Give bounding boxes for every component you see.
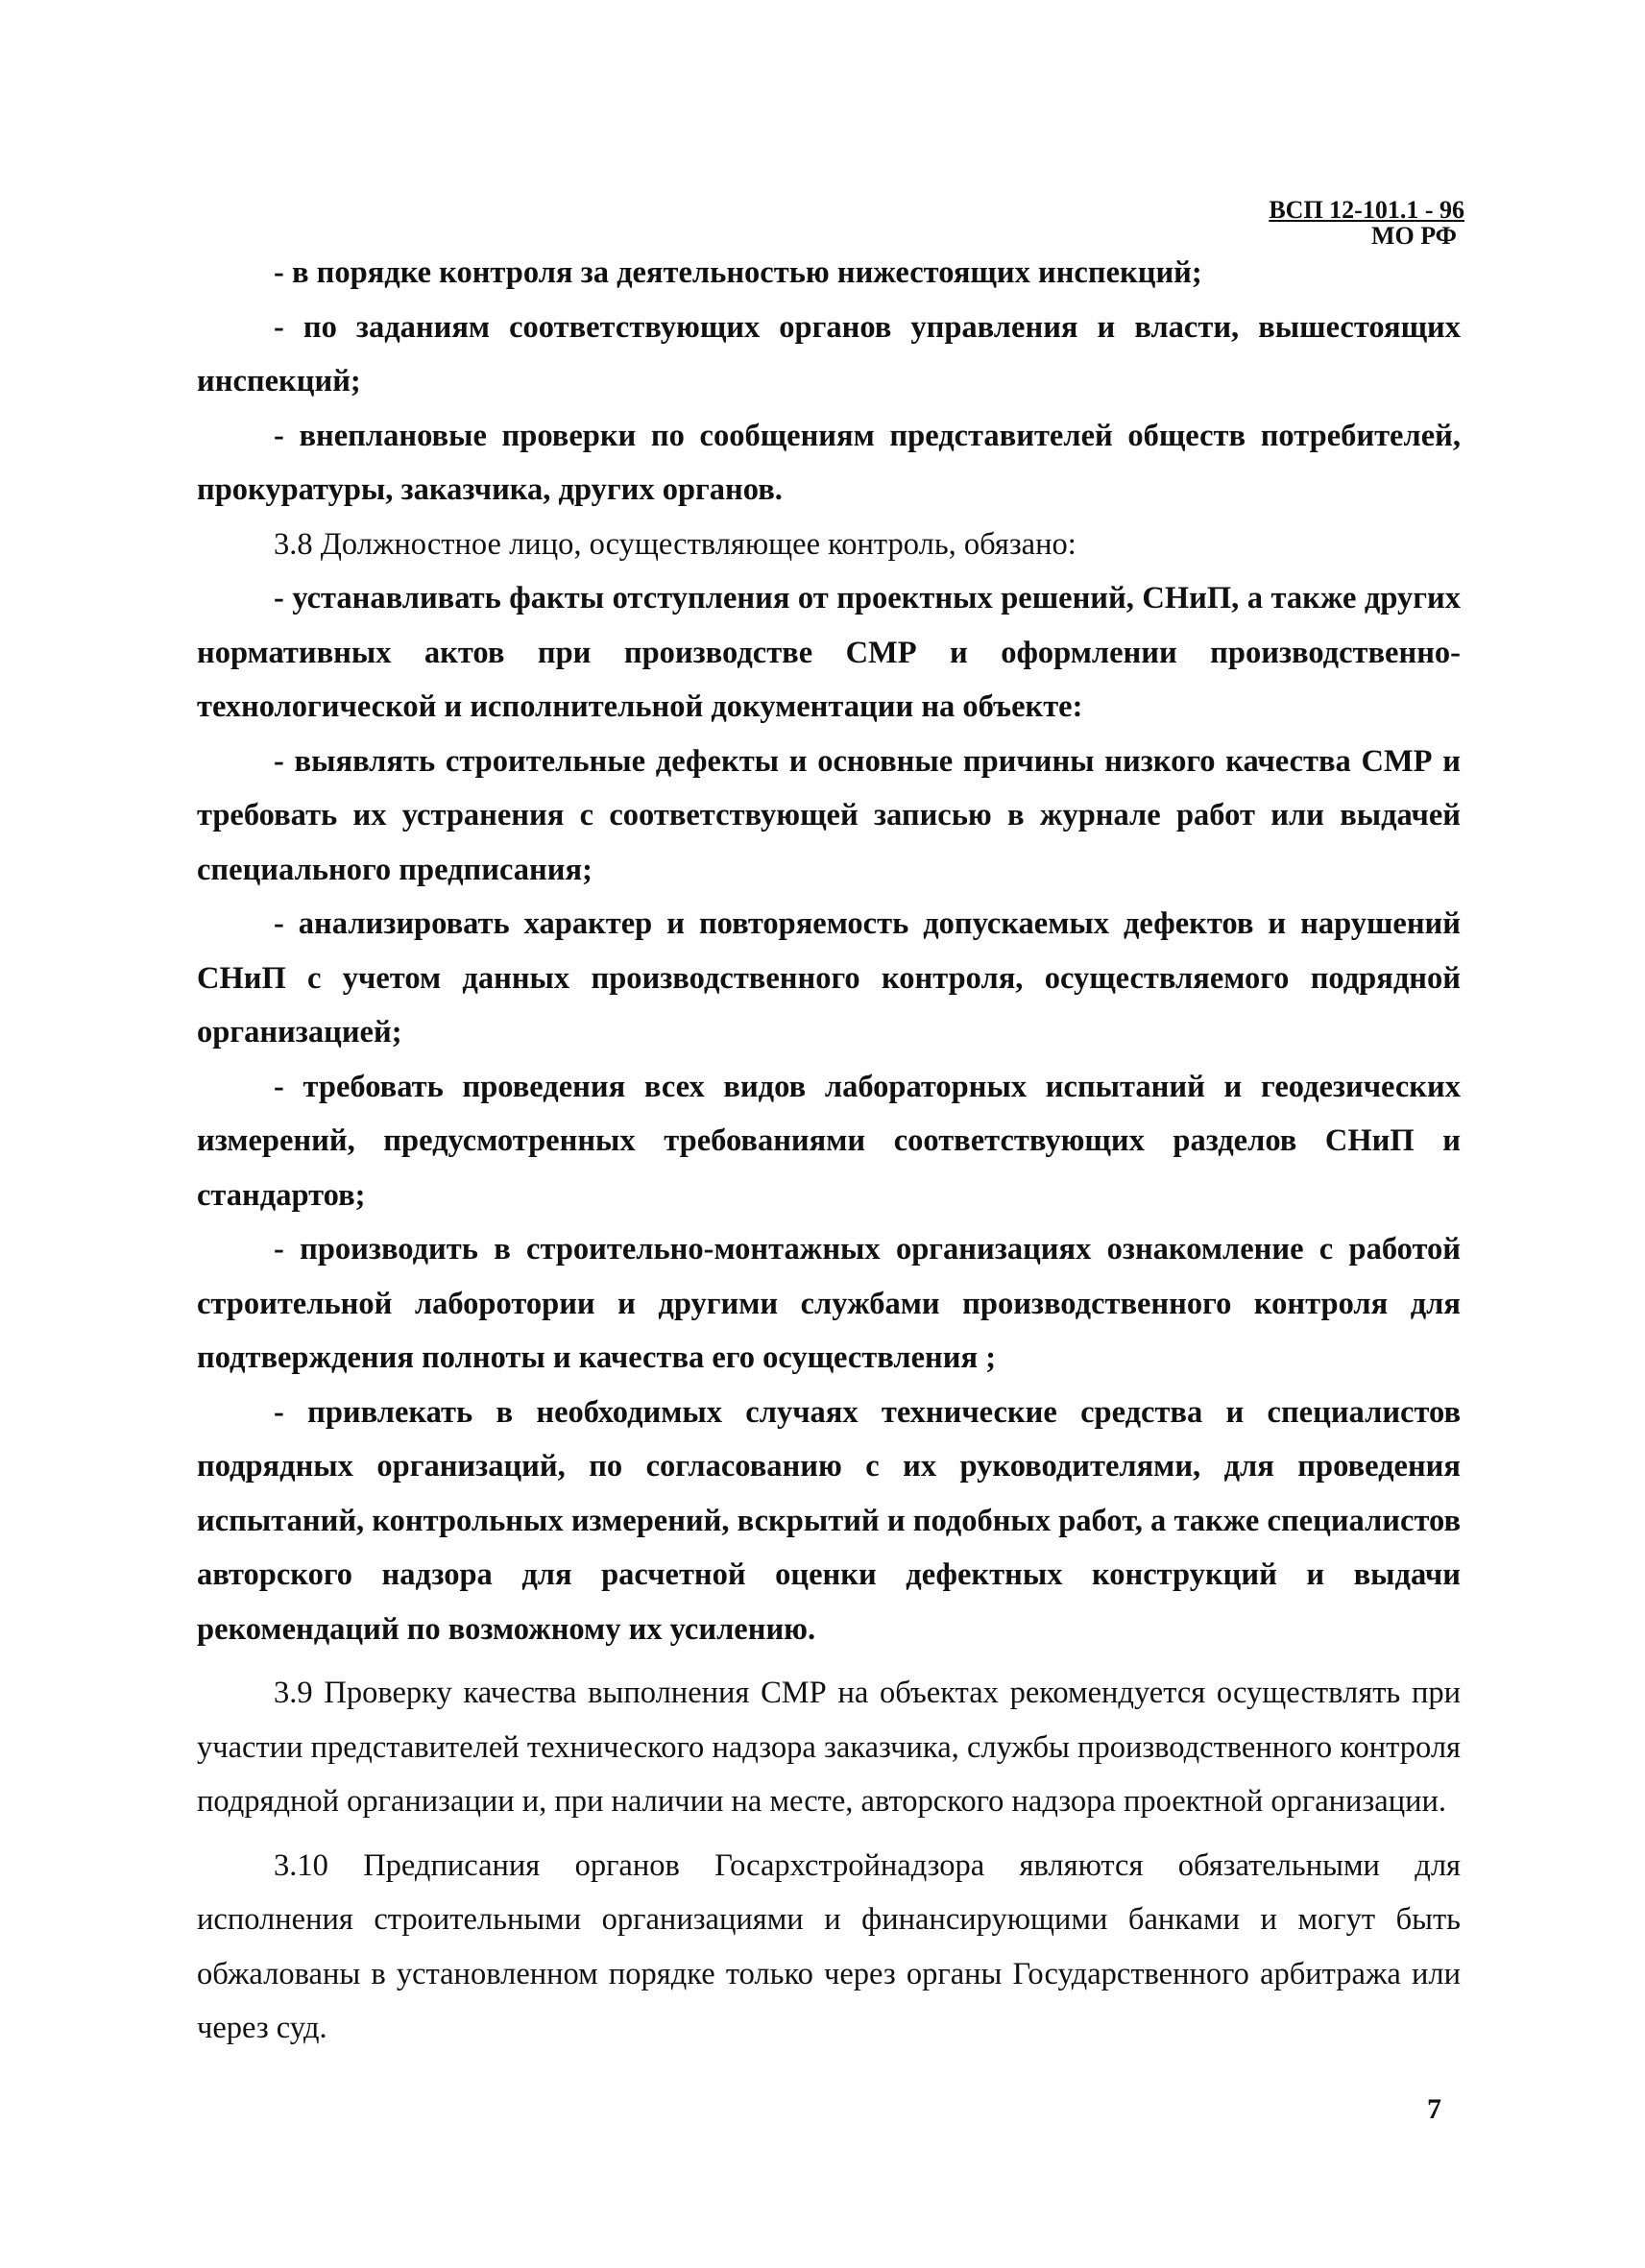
page-number: 7 — [1427, 2093, 1441, 2125]
paragraph-familiarization: - производить в строительно-монтажных организациях ознакомление с работой строительной лаборотории и другими службами производственного контроля для подтверждения полноты и качества его осуществления ; — [197, 1232, 1461, 1375]
paragraph-3-9: 3.9 Проверку качества выполнения СМР на объектах рекомендуется осуществлять при участии представителей технического надзора заказчика, службы производственного контроля подрядной организации и, при наличии на месте, авторского надзора проектной организации. — [197, 1676, 1461, 1819]
paragraph-identify-defects: - выявлять строительные дефекты и основные причины низкого качества СМР и требовать их устранения с соответствующей записью в журнале работ или выдачей специального предписания; — [197, 743, 1461, 887]
paragraph-3-10: 3.10 Предписания органов Госархстройнадзора являются обязательными для исполнения строительными организациями и финансирующими банками и могут быть обжалованы в установленном порядке только через органы Государственного арбитража или через суд. — [197, 1847, 1461, 2045]
paragraph-unscheduled-checks: - внеплановые проверки по сообщениям представителей обществ потребителей, прокуратуры, заказчика, других органов. — [197, 418, 1461, 507]
document-organization: МО РФ — [1370, 222, 1457, 251]
paragraph-3-8: 3.8 Должностное лицо, осуществляющее контроль, обязано: — [274, 526, 1077, 562]
paragraph-assignments: - по заданиям соответствующих органов управления и власти, вышестоящих инспекций; — [197, 309, 1461, 398]
paragraph-require-tests: - требовать проведения всех видов лабораторных испытаний и геодезических измерений, предусмотренных требованиями соответствующих разделов СНиП и стандартов; — [197, 1069, 1461, 1213]
paragraph-establish-facts: - устанавливать факты отступления от проектных решений, СНиП, а также других нормативных актов при производстве СМР и оформлении производственно-технологической и исполнительной документации на объекте: — [197, 581, 1461, 724]
paragraph-engage-resources: - привлекать в необходимых случаях технические средства и специалистов подрядных организаций, по согласованию с их руководителями, для проведения испытаний, контрольных измерений, вскрытий и подобных работ, а также специалистов авторского надзора для расчетной оценки дефектных конструкций и выдачи рекомендаций по возможному их усилению. — [197, 1394, 1461, 1647]
paragraph-analyze-defects: - анализировать характер и повторяемость допускаемых дефектов и нарушений СНиП с учетом данных производственного контроля, осуществляемого подрядной организацией; — [197, 906, 1461, 1050]
document-body — [197, 246, 1461, 2056]
document-code: ВСП 12-101.1 - 96 — [1269, 196, 1464, 224]
paragraph-inspection-control: - в порядке контроля за деятельностью нижестоящих инспекций; — [274, 255, 1202, 290]
document-header — [1269, 197, 1464, 250]
